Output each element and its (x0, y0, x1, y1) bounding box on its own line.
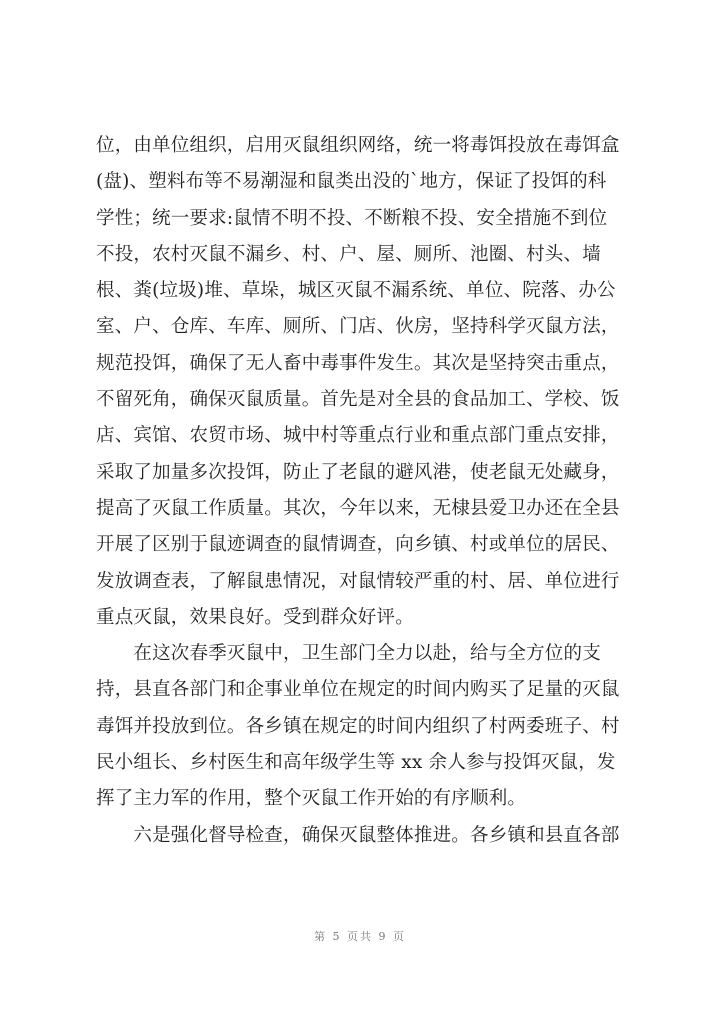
text-line: 提高了灭鼠工作质量。其次，今年以来，无棣县爱卫办还在全县 (96, 497, 620, 519)
text-line: 开展了区别于鼠迹调查的鼠情调查，向乡镇、村或单位的居民、 (96, 534, 620, 556)
text-line: 在这次春季灭鼠中，卫生部门全力以赴，给与全方位的支 (96, 643, 601, 665)
text-line: 发放调查表，了解鼠患情况，对鼠情较严重的村、居、单位进行 (96, 570, 620, 592)
text-line: 挥了主力军的作用，整个灭鼠工作开始的有序顺利。 (96, 788, 527, 810)
text-line: 六是强化督导检查，确保灭鼠整体推进。各乡镇和县直各部 (96, 824, 620, 846)
text-line: 根、粪(垃圾)堆、草垛，城区灭鼠不漏系统、单位、院落、办公 (96, 280, 616, 302)
page-number-footer: 第 5 页共 9 页 (314, 930, 406, 943)
text-line: 室、户、仓库、车库、厕所、门店、伙房，坚持科学灭鼠方法， (96, 316, 620, 338)
text-line: 学性；统一要求:鼠情不明不投、不断粮不投、安全措施不到位 (96, 207, 608, 229)
text-line: 重点灭鼠，效果良好。受到群众好评。 (96, 606, 414, 628)
text-line: (盘)、塑料布等不易潮湿和鼠类出没的`地方，保证了投饵的科 (96, 171, 607, 193)
text-line: 不投，农村灭鼠不漏乡、村、户、屋、厕所、池圈、村头、墙 (96, 243, 601, 265)
text-line: 店、宾馆、农贸市场、城中村等重点行业和重点部门重点安排， (96, 425, 620, 447)
text-line: 毒饵并投放到位。各乡镇在规定的时间内组织了村两委班子、村 (96, 715, 620, 737)
body-text (96, 128, 628, 854)
text-line: 采取了加量多次投饵，防止了老鼠的避风港，使老鼠无处藏身， (96, 461, 620, 483)
text-line: 规范投饵，确保了无人畜中毒事件发生。其次是坚持突击重点， (96, 352, 620, 374)
text-line: 位，由单位组织，启用灭鼠组织网络，统一将毒饵投放在毒饵盒 (96, 135, 620, 156)
text-line: 不留死角，确保灭鼠质量。首先是对全县的食品加工、学校、饭 (96, 389, 620, 411)
text-line: 民小组长、乡村医生和高年级学生等 xx 余人参与投饵灭鼠，发 (96, 752, 616, 774)
text-line: 持，县直各部门和企事业单位在规定的时间内购买了足量的灭鼠 (96, 679, 620, 701)
